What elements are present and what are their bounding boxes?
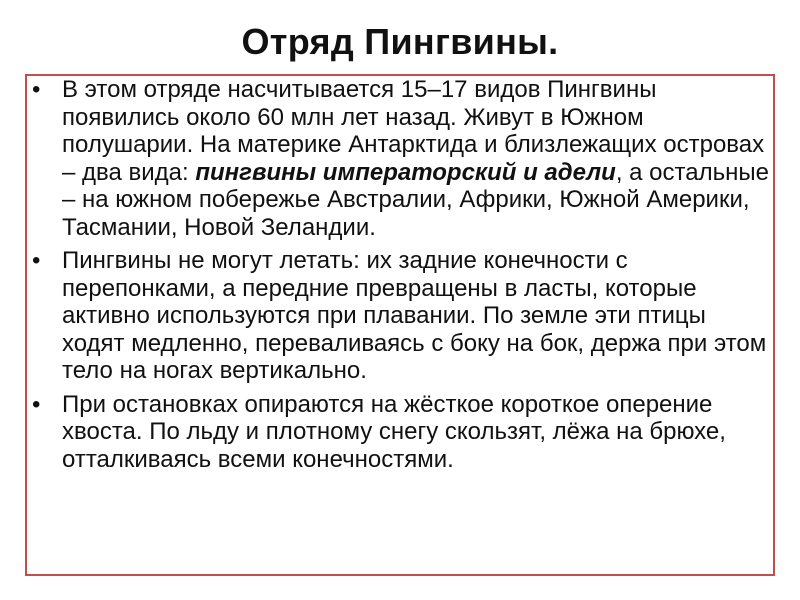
bullet-marker: • xyxy=(32,390,41,418)
bullet-list xyxy=(30,76,770,479)
bullet-marker: • xyxy=(32,76,41,103)
bullet-item-1 xyxy=(30,76,770,241)
bullet-text-before: В этом отряде насчитывается 15–17 видов Пингвины появились около 60 млн лет назад. Живут в Южном полушарии. На материке Антарктида и близлежащих островах – два вида: xyxy=(62,76,765,186)
slide-title: Отряд Пингвины. xyxy=(241,21,559,62)
bullet-text: При остановках опираются на жёсткое короткое оперение хвоста. По льду и плотному снегу скользят, лёжа на брюхе, отталкиваясь всеми конечностями. xyxy=(62,390,726,473)
bullet-text-after: , а остальные – на южном побережье Австралии, Африки, Южной Америки, Тасмании, Новой Зеландии. xyxy=(62,158,769,241)
bullet-item-2 xyxy=(30,247,770,385)
bullet-marker: • xyxy=(32,247,41,274)
bullet-item-3 xyxy=(30,391,770,474)
bullet-text-emphasis: пингвины императорский и адели xyxy=(195,158,616,186)
bullet-text: Пингвины не могут летать: их задние конечности с перепонками, а передние превращены в ласты, которые активно используются при плавании. По земле эти птицы ходят медленно, переваливаясь с боку на бок, держа при этом тело на ногах вертикально. xyxy=(62,247,767,384)
